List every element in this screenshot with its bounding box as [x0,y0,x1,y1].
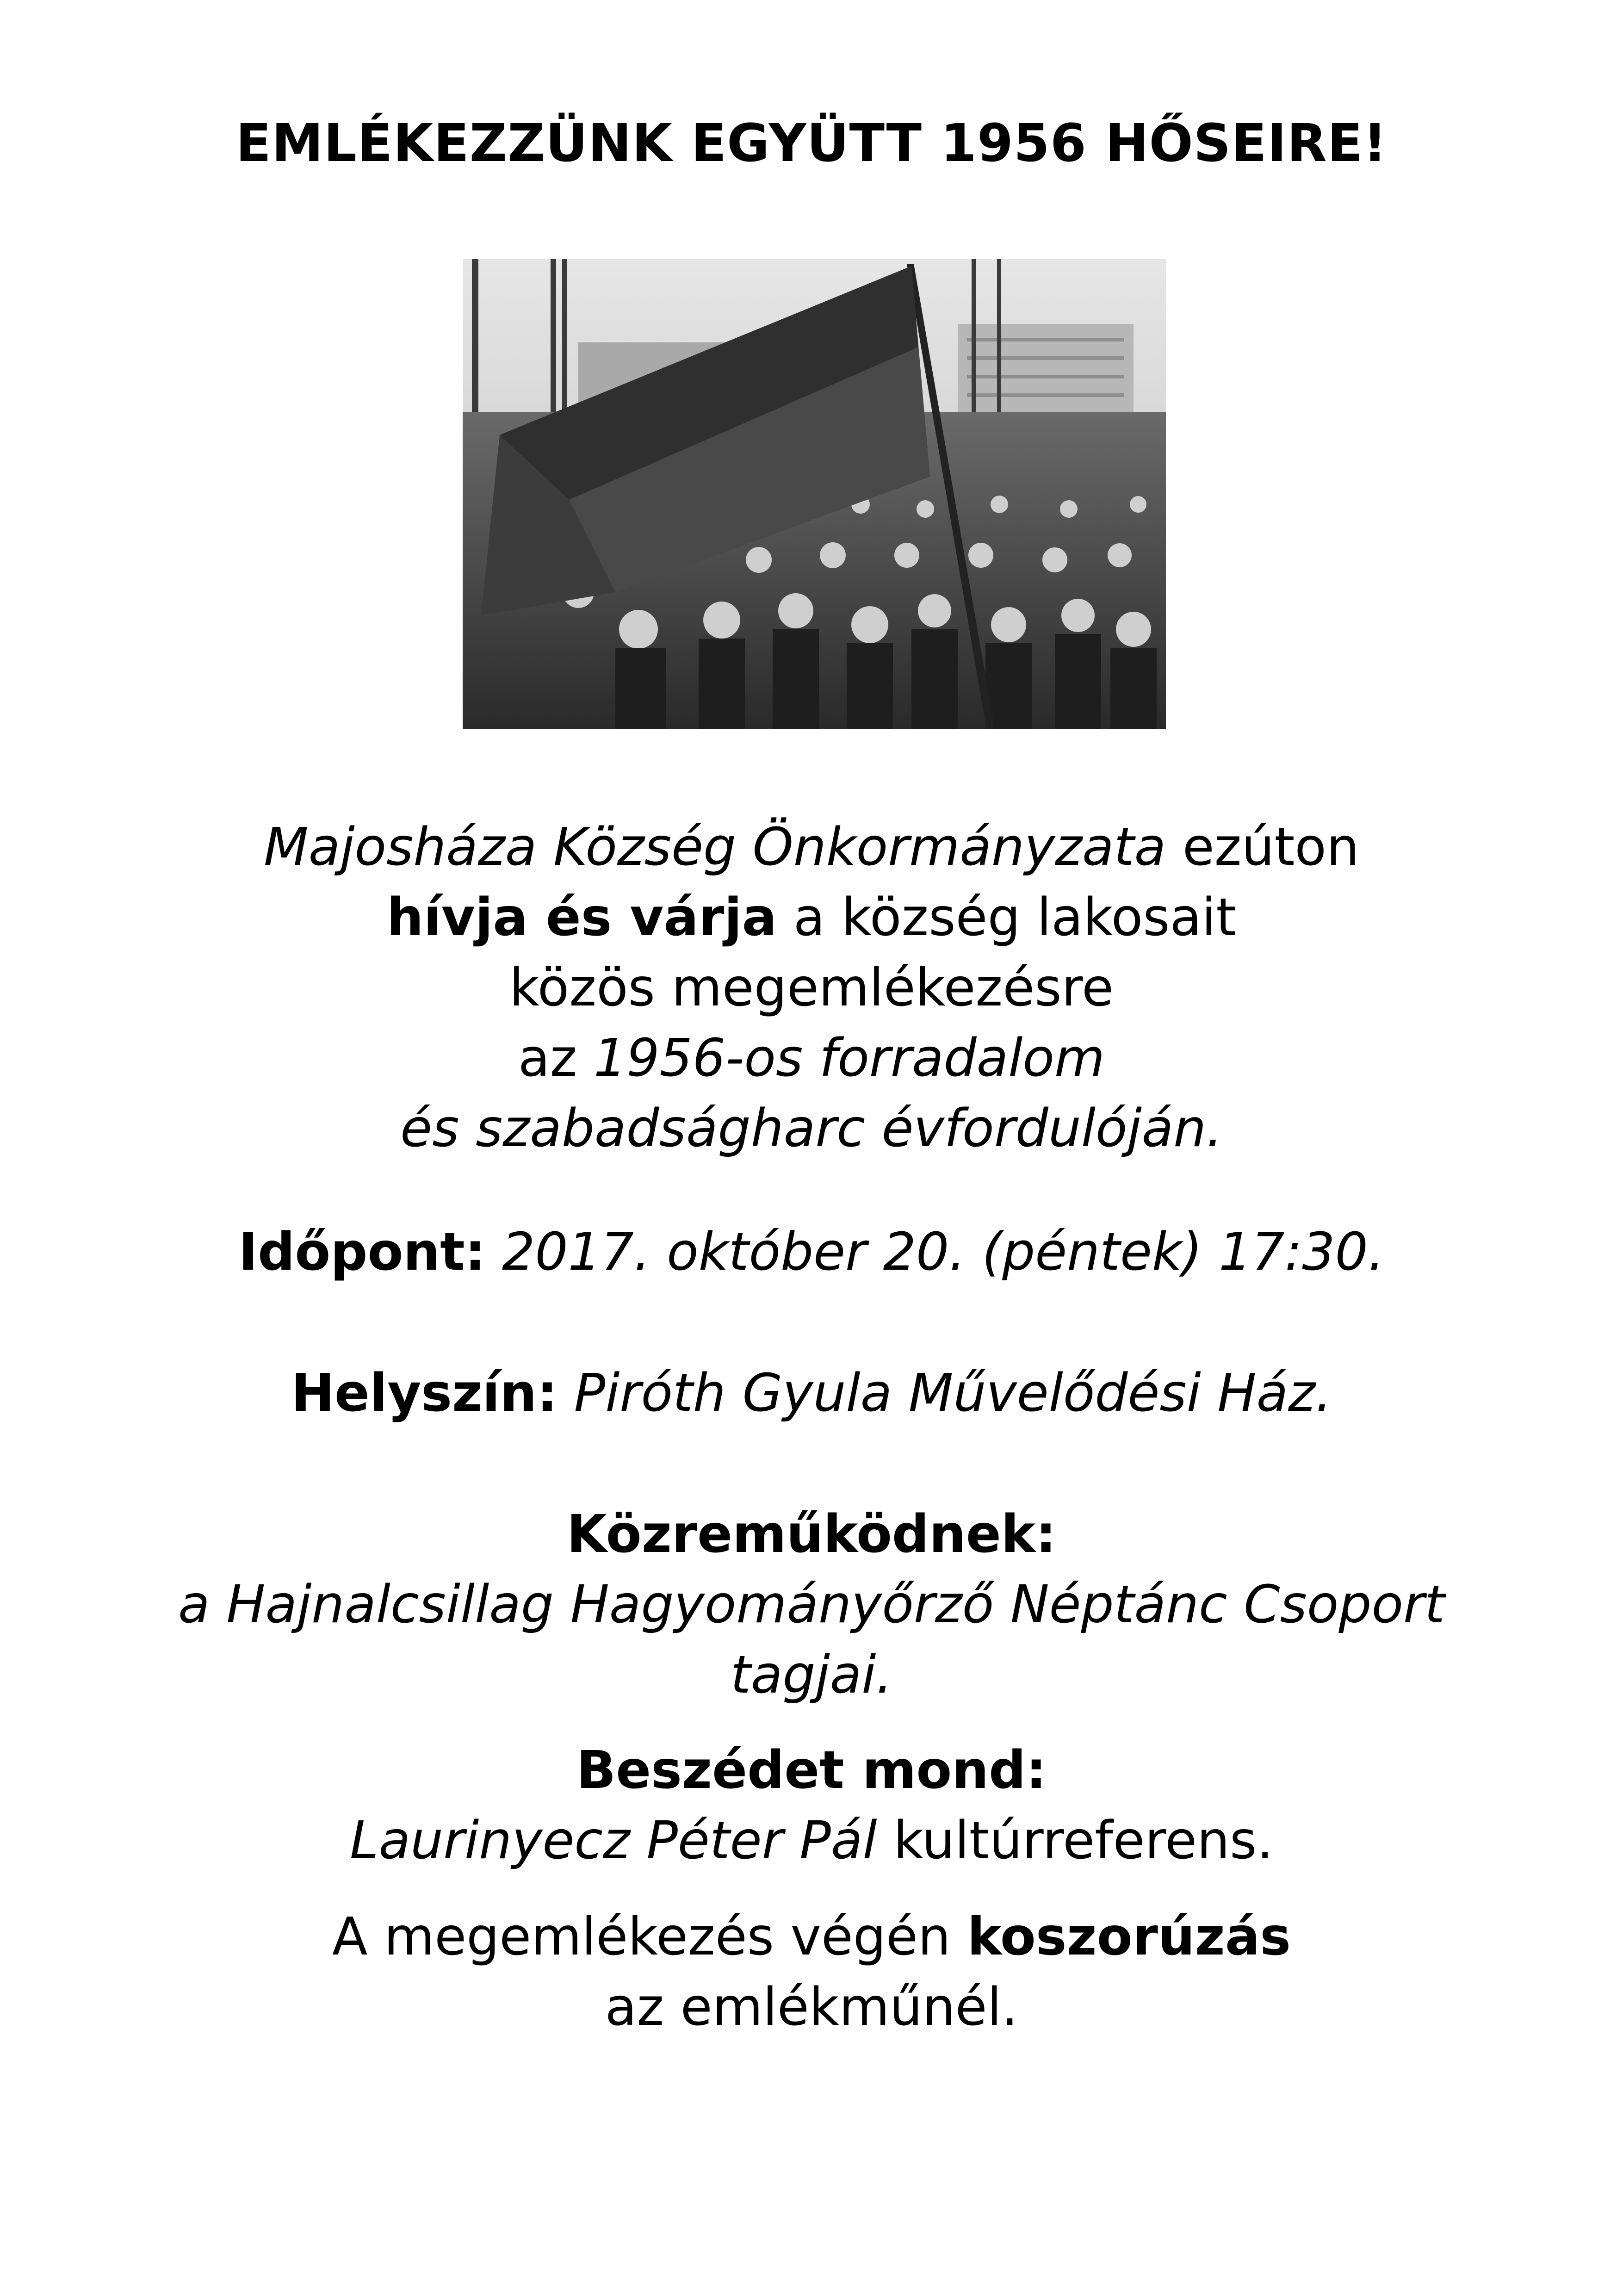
speech-block [0,1735,1623,1876]
place-label: Helyszín: [291,1363,558,1423]
invitation-block [0,812,1623,1164]
revolution-name: 1956-os forradalom [593,1028,1105,1088]
invitation-line-2 [0,882,1623,953]
time-line [0,1217,1623,1287]
speech-line [0,1806,1623,1876]
participants-block [0,1499,1623,1710]
invitation-line-5: és szabadságharc évfordulóján. [400,1098,1223,1159]
page-title: EMLÉKEZZÜNK EGYÜTT 1956 HŐSEIRE! [235,113,1388,174]
speech-label: Beszédet mond: [576,1740,1047,1800]
closing-line-1 [0,1902,1623,1972]
closing-block [0,1902,1623,2042]
closing-line-2: az emlékműnél. [605,1977,1018,2037]
participants-line-1: a Hajnalcsillag Hagyományőrző Néptánc Csoport [178,1575,1445,1635]
place-block [0,1358,1623,1428]
time-value: 2017. október 20. (péntek) 17:30. [485,1222,1385,1282]
time-block [0,1217,1623,1287]
speaker-role: kultúrreferens. [877,1811,1273,1871]
organizer-name: Majosháza Község Önkormányzata [264,817,1166,877]
place-line [0,1358,1623,1428]
invite-rest: a község lakosait [777,887,1237,948]
invitation-line-3: közös megemlékezésre [509,958,1114,1018]
speaker-name: Laurinyecz Péter Pál [350,1811,877,1871]
invitation-line-1 [0,812,1623,882]
participants-line-2: tagjai. [730,1645,893,1705]
line4-prefix: az [518,1028,594,1088]
closing-prefix: A megemlékezés végén [332,1907,967,1967]
invitation-line-4 [0,1023,1623,1093]
wreath-laying: koszorúzás [967,1907,1291,1967]
time-label: Időpont: [238,1222,486,1282]
protest-flag-photo [463,259,1166,729]
organizer-suffix: ezúton [1166,817,1359,877]
participants-label: Közreműködnek: [566,1504,1057,1564]
place-value: Piróth Gyula Művelődési Ház. [558,1363,1332,1423]
invite-emphasis: hívja és várja [386,887,777,948]
